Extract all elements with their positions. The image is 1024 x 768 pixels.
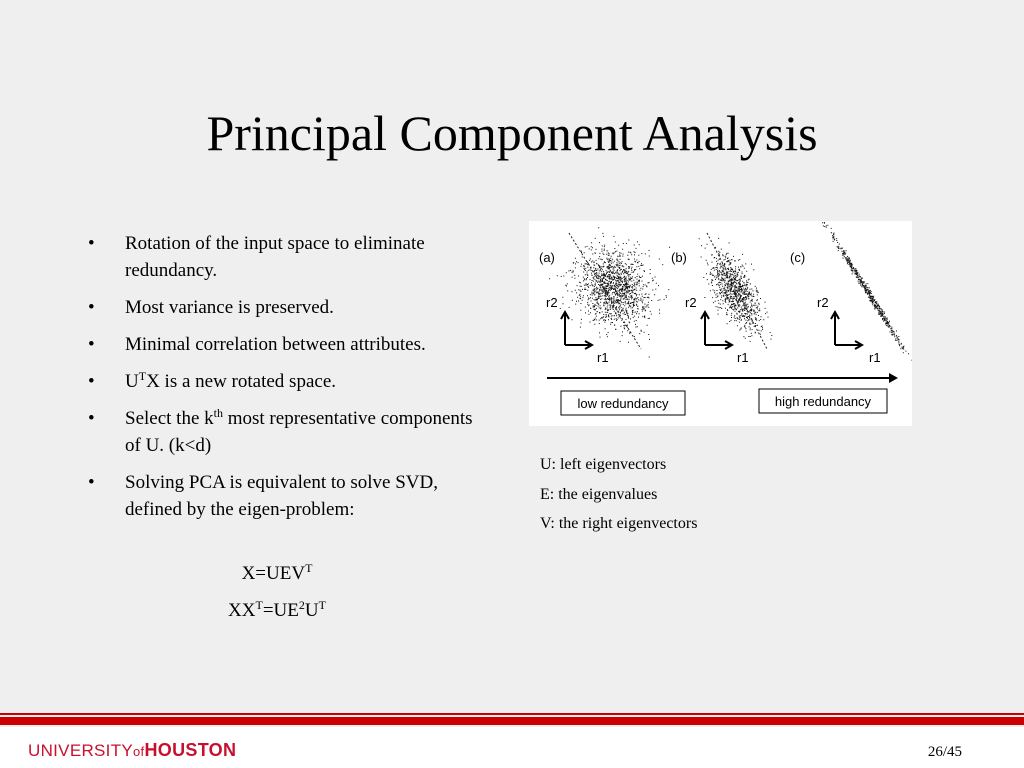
panel-label: (c) [790, 250, 806, 265]
principal-axis-b [707, 233, 767, 349]
footer-rule [0, 713, 1024, 715]
definitions [540, 450, 697, 539]
superscript: T [138, 369, 147, 383]
bullet-text: X is a new rotated space. [146, 371, 337, 392]
definition-e: E: the eigenvalues [540, 485, 658, 503]
high-redundancy-label: high redundancy [774, 394, 872, 409]
scatter-cloud-a [549, 221, 670, 358]
bullet-text: U [125, 371, 139, 392]
bullet-text: most representative components of U. (k<d) [125, 408, 473, 456]
bullet-text: Rotation of the input space to eliminate redundancy. [125, 233, 425, 281]
scatter-cloud-b [699, 238, 773, 342]
bullet-item: • Rotation of the input space to eliminate redundancy. [88, 233, 425, 281]
svg-text:r1: r1 [597, 350, 609, 365]
slide-title: Principal Component Analysis [206, 105, 818, 161]
svg-text:r2: r2 [546, 295, 558, 310]
equation-eigen: $XX^T=UE^2U^T$ [228, 598, 326, 621]
footer-bar [0, 717, 1024, 725]
superscript: th [213, 406, 223, 420]
panel-label: (a) [539, 250, 555, 265]
bullet-text: Solving PCA is equivalent to solve SVD, defined by the eigen-problem: [125, 472, 438, 520]
svg-text:r2: r2 [685, 295, 697, 310]
definition-u: U: left eigenvectors [540, 456, 667, 473]
axes-b [685, 295, 749, 365]
panel-label: (b) [671, 250, 687, 265]
equation-svd: $X=UEV^T$ [241, 561, 313, 584]
redundancy-figure [529, 221, 912, 426]
principal-axis-a [569, 233, 641, 349]
svg-text:r1: r1 [869, 350, 881, 365]
axes-a [546, 295, 609, 365]
bullet-item: • $U^TX$ is a new rotated space. [88, 369, 337, 392]
bullet-item: • Most variance is preserved. [88, 297, 334, 318]
bullet-list [88, 230, 488, 533]
svg-text:r2: r2 [817, 295, 829, 310]
bullet-text: Select the k [125, 408, 214, 429]
redundancy-arrow [547, 373, 898, 383]
bullet-item: • Select the $k^{th}$ most representative components of U. (k<d) [88, 406, 473, 456]
bullet-item: • Minimal correlation between attributes. [88, 334, 426, 355]
axes-c [817, 295, 881, 365]
university-logo: UNIVERSITYofHOUSTON [28, 740, 237, 760]
bullet-text: Minimal correlation between attributes. [125, 334, 426, 355]
low-redundancy-label: low redundancy [577, 396, 669, 411]
bullet-text: Most variance is preserved. [125, 297, 334, 318]
scatter-panels [529, 221, 912, 426]
definition-v: V: the right eigenvectors [540, 515, 698, 532]
bullet-item: • Solving PCA is equivalent to solve SVD, defined by the eigen-problem: [88, 472, 438, 520]
svg-text:r1: r1 [737, 350, 749, 365]
page-number: 26/45 [927, 744, 962, 760]
